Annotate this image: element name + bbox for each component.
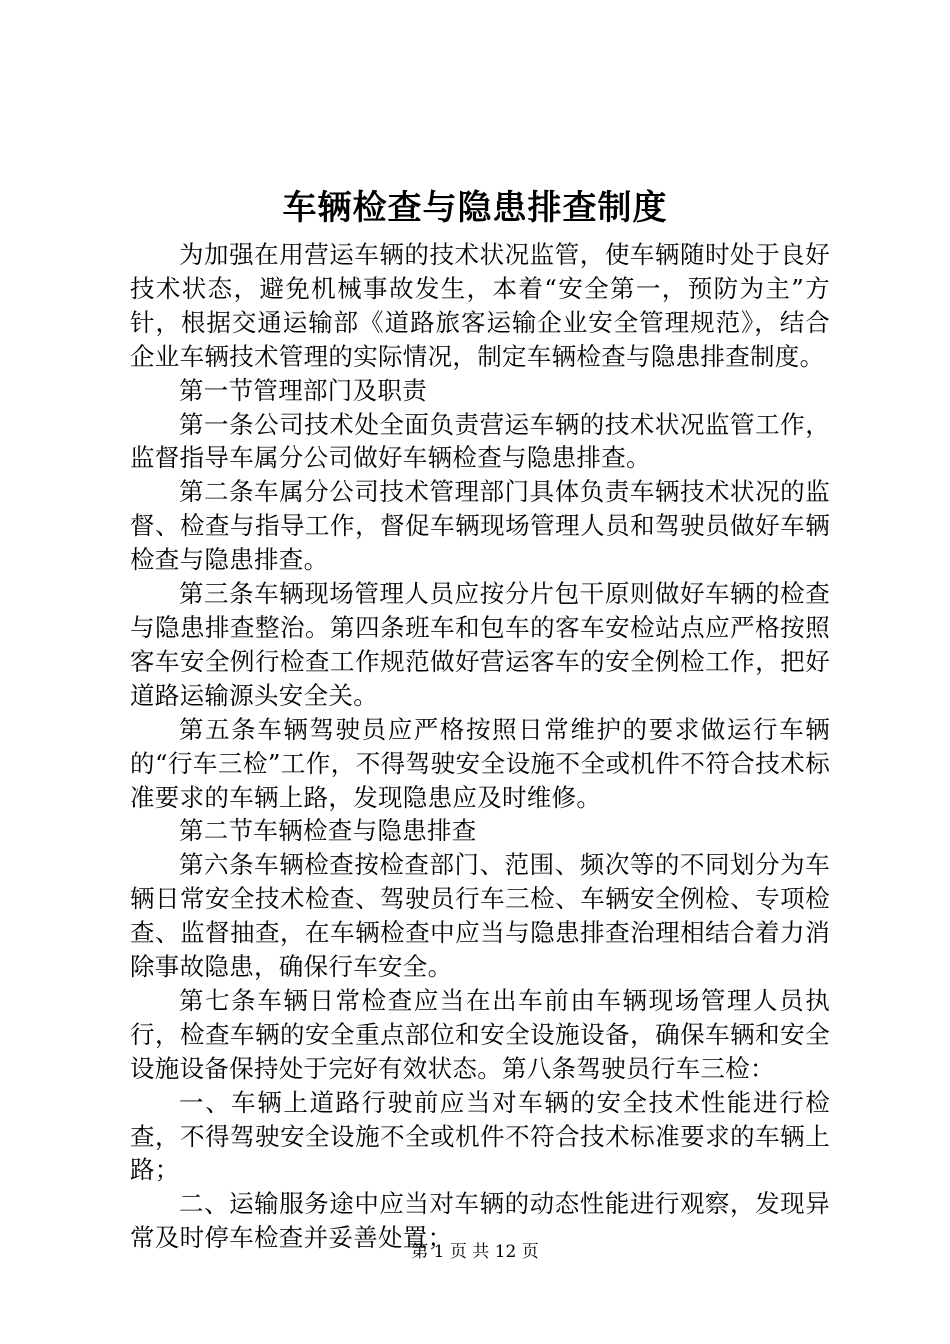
section-heading-1: 第一节管理部门及职责 (179, 375, 427, 405)
paragraph-article-6: 第六条车辆检查按检查部门、范围、频次等的不同划分为车辆日常安全技术检查、驾驶员行车三检、车辆安全例检、专项检查、监督抽查，在车辆检查中应当与隐患排查治理相结合着力消除事故隐患，确保行车安全。 (130, 850, 830, 982)
paragraph-intro: 为加强在用营运车辆的技术状况监管，使车辆随时处于良好技术状态，避免机械事故发生，本着“安全第一，预防为主”方针，根据交通运输部《道路旅客运输企业安全管理规范》，结合企业车辆技术管理的实际情况，制定车辆检查与隐患排查制度。 (130, 240, 830, 371)
paragraph-article-3-4: 第三条车辆现场管理人员应按分片包干原则做好车辆的检查与隐患排查整治。第四条班车和包车的客车安检站点应严格按照客车安全例行检查工作规范做好营运客车的安全例检工作，把好道路运输源头安全关。 (130, 579, 830, 710)
document-title: 车辆检查与隐患排查制度 (282, 188, 668, 228)
paragraph-article-1: 第一条公司技术处全面负责营运车辆的技术状况监管工作，监督指导车属分公司做好车辆检查与隐患排查。 (130, 409, 830, 473)
document-body (130, 238, 830, 1255)
paragraph-article-7-8: 第七条车辆日常检查应当在出车前由车辆现场管理人员执行，检查车辆的安全重点部位和安全设施设备，确保车辆和安全设施设备保持处于完好有效状态。第八条驾驶员行车三检： (130, 985, 830, 1083)
paragraph-article-5: 第五条车辆驾驶员应严格按照日常维护的要求做运行车辆的“行车三检”工作，不得驾驶安全设施不全或机件不符合技术标准要求的车辆上路，发现隐患应及时维修。 (130, 714, 830, 812)
paragraph-article-2: 第二条车属分公司技术管理部门具体负责车辆技术状况的监督、检查与指导工作，督促车辆现场管理人员和驾驶员做好车辆检查与隐患排查。 (130, 477, 830, 575)
list-item-1: 一、车辆上道路行驶前应当对车辆的安全技术性能进行检查，不得驾驶安全设施不全或机件不符合技术标准要求的车辆上路； (130, 1087, 830, 1185)
section-heading-2: 第二节车辆检查与隐患排查 (179, 816, 477, 846)
page-number-footer: 第 1 页 共 12 页 (411, 1242, 539, 1262)
list-item-2: 二、运输服务途中应当对车辆的动态性能进行观察，发现异常及时停车检查并妥善处置； (130, 1189, 830, 1253)
